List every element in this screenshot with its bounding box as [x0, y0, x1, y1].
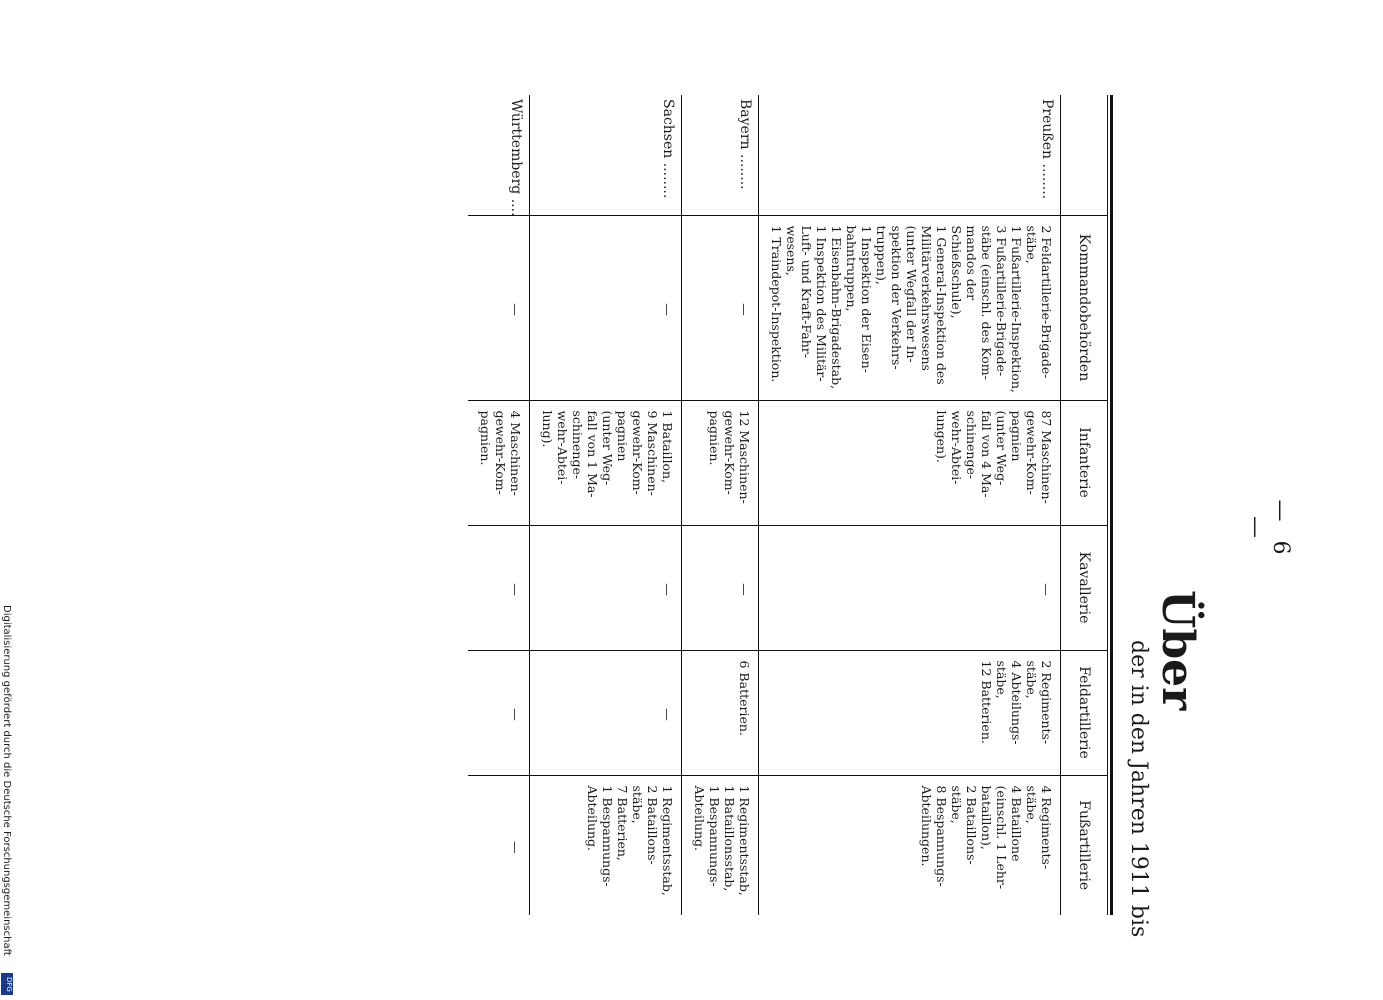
page-title: Über [1152, 590, 1203, 711]
cell-line: 1 Bespannungs- [600, 785, 615, 887]
cell-line: lung). [540, 410, 555, 448]
cell-line: Abteilung. [585, 785, 600, 852]
cell-line: — [508, 583, 523, 596]
cell-line: schinenge- [570, 410, 585, 480]
kavallerie-cell [468, 525, 530, 650]
cell-line: stäbe, [994, 660, 1009, 699]
cell-line: spektion der Verkehrs- [889, 225, 904, 370]
fussartillerie-cell [759, 775, 1061, 915]
cell-line: 1 Fußartillerie-Inspektion, [1009, 225, 1024, 393]
state-cell: Sachsen ........ [530, 95, 682, 215]
table-header-row [1061, 95, 1108, 915]
cell-line: 2 Bataillons- [964, 785, 979, 865]
kavallerie-cell [682, 525, 759, 650]
table [468, 95, 1107, 915]
fussartillerie-cell [682, 775, 759, 915]
cell-line: — [660, 708, 675, 721]
cell-line: 87 Maschinen- [1039, 410, 1054, 504]
infanterie-cell [759, 400, 1061, 525]
cell-line: gewehr-Kom- [630, 410, 645, 495]
cell-line: pagnien. [478, 410, 493, 466]
cell-line: 1 Regimentsstab, [737, 785, 752, 896]
table-row [682, 95, 759, 915]
cell-line: 4 Maschinen- [508, 410, 523, 496]
cell-line: — [737, 303, 752, 316]
cell-line: wesens, [784, 225, 799, 276]
cell-line: bataillon), [979, 785, 994, 850]
header-fussartillerie: Fußartillerie [1061, 775, 1108, 915]
kommandobehoerden-cell [530, 215, 682, 400]
cell-line: 1 General-Inspektion des [934, 225, 949, 385]
cell-line: bahntruppen, [844, 225, 859, 312]
cell-line: 4 Regiments- [1039, 785, 1054, 870]
cell-line: — [660, 583, 675, 596]
page-subtitle: der in den Jahren 1911 bis [1126, 640, 1151, 938]
cell-line: 1 Regimentsstab, [660, 785, 675, 896]
cell-line: 12 Batterien. [979, 660, 994, 744]
cell-line: stäbe, [1024, 225, 1039, 264]
cell-line: 9 Maschinen- [645, 410, 660, 496]
infanterie-cell [530, 400, 682, 525]
fussartillerie-cell [530, 775, 682, 915]
fussartillerie-cell [468, 775, 530, 915]
cell-line: lungen). [934, 410, 949, 463]
cell-line: 2 Bataillons- [645, 785, 660, 865]
table-row [759, 95, 1061, 915]
state-cell: Württemberg .... [468, 95, 530, 215]
cell-line: 4 Bataillone [1009, 785, 1024, 862]
header-state [1061, 95, 1108, 215]
cell-line: stäbe, [1024, 785, 1039, 824]
state-cell: Preußen ........ [1039, 99, 1055, 200]
cell-line: mandos der Schießschule), [949, 225, 979, 319]
infanterie-cell [468, 400, 530, 525]
digitization-credit [0, 605, 14, 995]
cell-line: stäbe (einschl. des Kom- [979, 225, 994, 380]
cell-line: gewehr-Kom- [1024, 410, 1039, 495]
cell-line: stäbe, [630, 785, 645, 824]
cell-line: 2 Regiments- [1039, 660, 1054, 745]
cell-line: 1 Bataillon, [660, 410, 675, 484]
kommandobehoerden-cell [682, 215, 759, 400]
table-top-rule [1110, 95, 1113, 915]
kommandobehoerden-cell [759, 215, 1061, 400]
page-number: — 6 — [1243, 499, 1293, 561]
cell-line: 1 Bespannungs- [707, 785, 722, 887]
cell-line: stäbe, [1024, 660, 1039, 699]
cell-line: Luft- und Kraft-Fahr- [799, 225, 814, 358]
cell-line: 1 Eisenbahn-Brigadestab, [829, 225, 844, 390]
cell-line: Abteilungen. [919, 785, 934, 867]
header-infanterie: Infanterie [1061, 400, 1108, 525]
cell-line: — [660, 303, 675, 316]
cell-line: fall von 4 Ma- [979, 410, 994, 498]
dfg-logo: DFG [1, 973, 13, 995]
cell-line: 12 Maschinen- [737, 410, 752, 504]
cell-line: — [737, 583, 752, 596]
cell-line: — [508, 841, 523, 854]
cell-line: schinenge- [964, 410, 979, 480]
table-row [530, 95, 682, 915]
credit-text: Digitalisierung gefördert durch die Deutsche Forschungsgemeinschaft [1, 605, 12, 956]
header-feldartillerie: Feldartillerie [1061, 650, 1108, 775]
cell-line: wehr-Abtei- [555, 410, 570, 485]
infanterie-cell [682, 400, 759, 525]
cell-line: — [508, 708, 523, 721]
cell-line: Militärverkehrswesens [919, 225, 934, 371]
cell-line: (einschl. 1 Lehr- [994, 785, 1009, 890]
cell-line: pagnien [1009, 410, 1024, 462]
kommandobehoerden-cell [468, 215, 530, 400]
kavallerie-cell [759, 525, 1061, 650]
cell-line: stäbe, [949, 785, 964, 824]
cell-line: pagnien [615, 410, 630, 462]
cell-line: truppen), [874, 225, 889, 285]
table-top-rule-thin [1107, 95, 1108, 915]
cell-line: 8 Bespannungs- [934, 785, 949, 887]
kavallerie-cell [530, 525, 682, 650]
cell-line: 1 Inspektion der Eisen- [859, 225, 874, 373]
cell-line: — [508, 303, 523, 316]
cell-line: 1 Inspektion des Militär- [814, 225, 829, 382]
header-kavallerie: Kavallerie [1061, 525, 1108, 650]
table-body [468, 95, 1061, 915]
table-row [468, 95, 530, 915]
cell-line: — [1039, 583, 1054, 596]
cell-line: 2 Feldartillerie-Brigade- [1039, 225, 1054, 379]
cell-line: 7 Batterien, [615, 785, 630, 861]
state-cell: Bayern ........ [682, 95, 759, 215]
cell-line: Abteilung. [692, 785, 707, 852]
cell-line: gewehr-Kom- [722, 410, 737, 495]
feldartillerie-cell [759, 650, 1061, 775]
cell-line: 3 Fußartillerie-Brigade- [994, 225, 1009, 377]
cell-line: fall von 1 Ma- [585, 410, 600, 498]
cell-line: (unter Weg- [994, 410, 1009, 486]
feldartillerie-cell [682, 650, 759, 775]
cell-line: pagnien. [707, 410, 722, 466]
feldartillerie-cell [530, 650, 682, 775]
cell-line: gewehr-Kom- [493, 410, 508, 495]
cell-line: wehr-Abtei- [949, 410, 964, 485]
cell-line: 6 Batterien. [737, 660, 752, 736]
cell-line: 1 Traindepot-Inspektion. [769, 225, 784, 383]
cell-line: 4 Abteilungs- [1009, 660, 1024, 745]
cell-line: (unter Wegfall der In- [904, 225, 919, 363]
header-kommandobehoerden: Kommandobehörden [1061, 215, 1108, 400]
feldartillerie-cell [468, 650, 530, 775]
military-table [468, 95, 1113, 915]
cell-line: 1 Bataillonsstab, [722, 785, 737, 892]
cell-line: (unter Weg- [600, 410, 615, 486]
